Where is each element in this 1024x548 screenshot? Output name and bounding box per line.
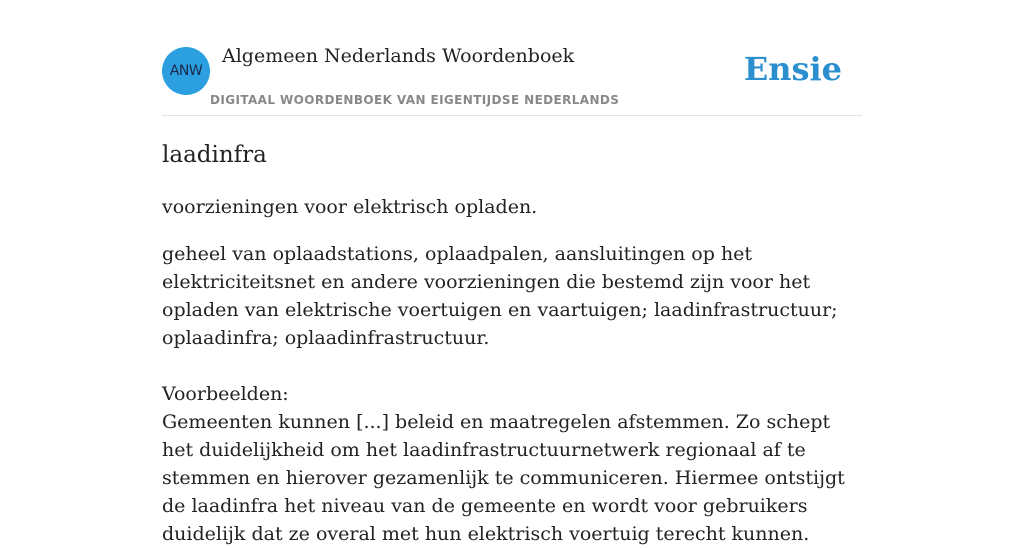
examples-label: Voorbeelden:: [162, 383, 289, 405]
entry-short-definition: voorzieningen voor elektrisch opladen.: [162, 196, 538, 218]
dictionary-entry: [162, 140, 862, 548]
site-subtitle: DIGITAAL WOORDENBOEK VAN EIGENTIJDSE NEDERLANDS: [210, 93, 620, 107]
site-title[interactable]: Algemeen Nederlands Woordenboek: [222, 45, 575, 67]
site-header: [162, 0, 862, 116]
example-text: Gemeenten kunnen [...] beleid en maatregelen afstemmen. Zo schept het duidelijkheid om het laadinfrastructuurnetwerk regionaal af te stemmen en hierover gezamenlijk te communiceren. Hiermee ontstijgt de laadinfra het niveau van de gemeente en wordt voor gebruikers duidelijk dat ze overal met hun elektrisch voertuig terecht kunnen.: [162, 411, 845, 545]
entry-definition: geheel van oplaadstations, oplaadpalen, aansluitingen op het elektriciteitsnet en andere voorzieningen die bestemd zijn voor het opladen van elektrische voertuigen en vaartuigen; laadinfrastructuur; oplaadinfra; oplaadinfrastructuur.: [162, 243, 838, 349]
content-column: [162, 0, 862, 548]
entry-headword: laadinfra: [162, 142, 267, 168]
anw-logo[interactable]: ANW: [162, 47, 210, 95]
ensie-brand-logo[interactable]: Ensie: [743, 50, 842, 88]
